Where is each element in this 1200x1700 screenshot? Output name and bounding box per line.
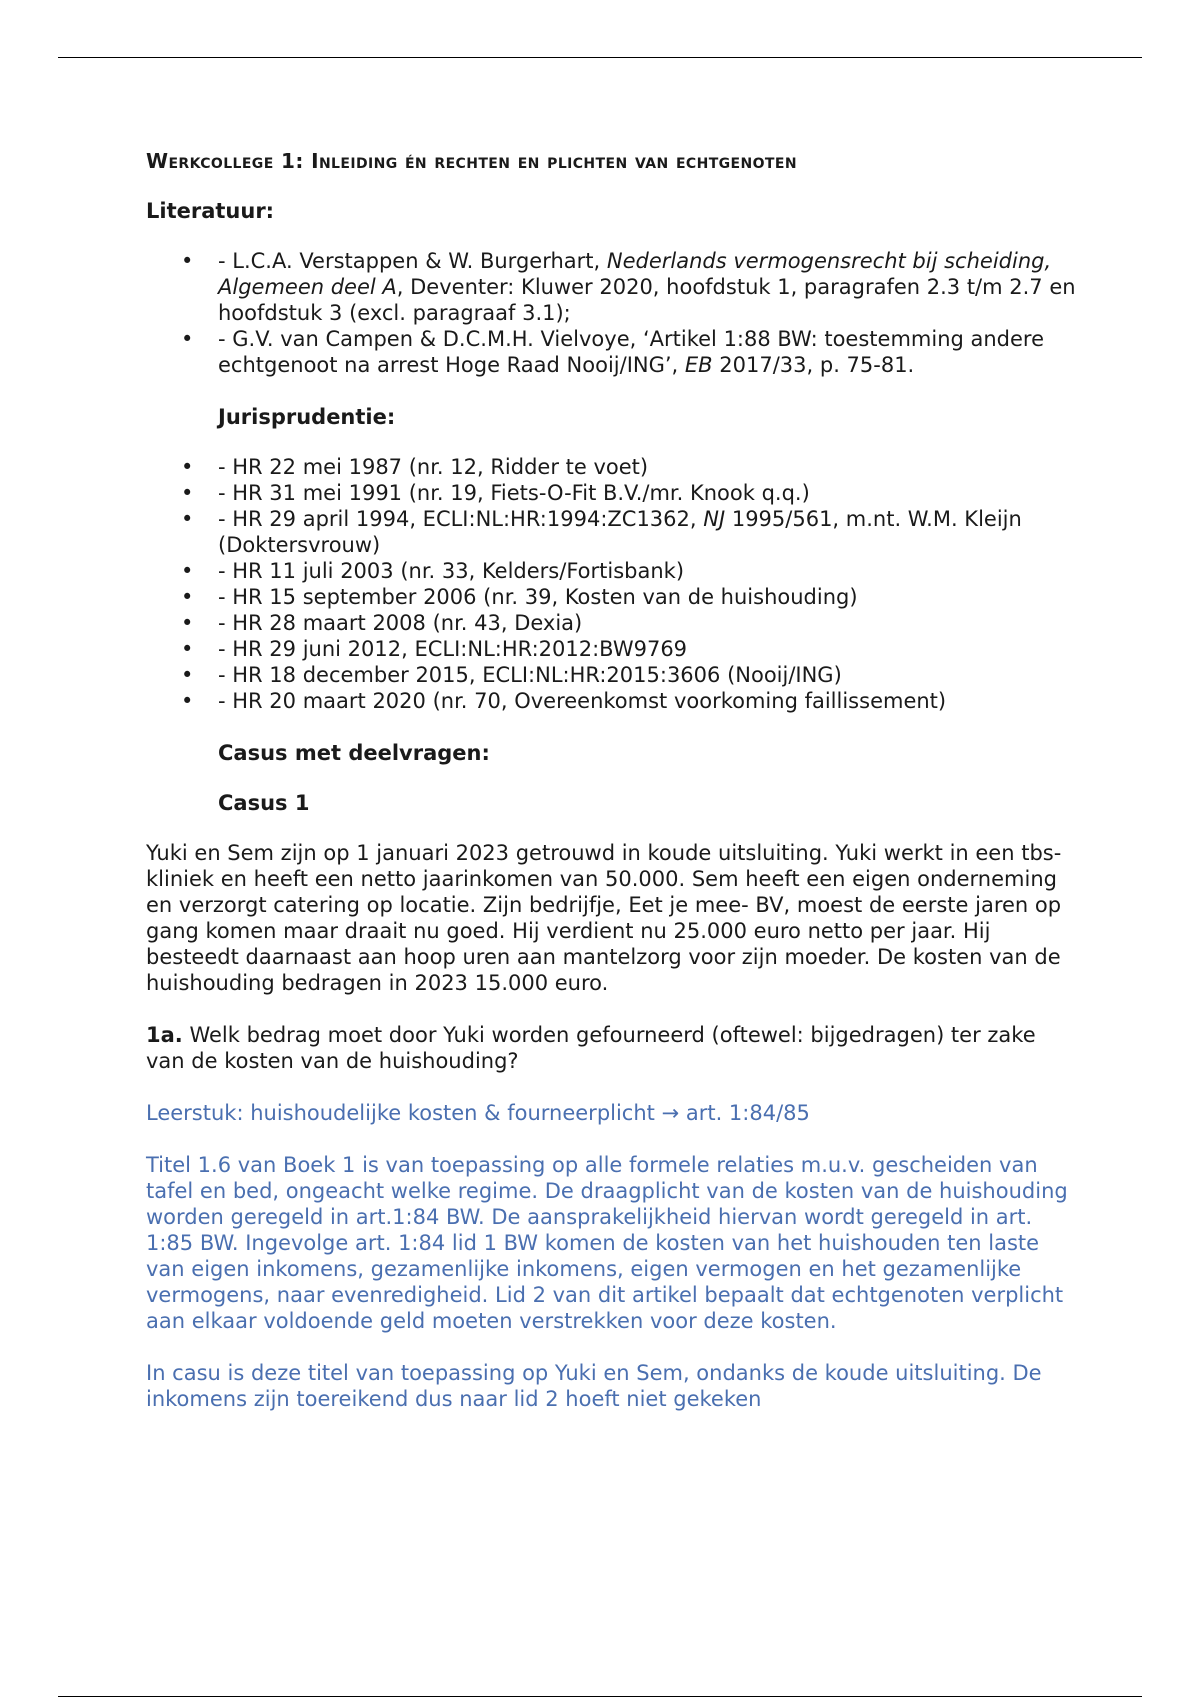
literature-list: [146, 248, 1076, 378]
case-law-item: • - HR 29 juni 2012, ECLI:NL:HR:2012:BW9769: [218, 636, 1076, 662]
footer-rule: [58, 1696, 1142, 1697]
answer-topic: Leerstuk: huishoudelijke kosten & fourneerplicht → art. 1:84/85: [146, 1101, 810, 1125]
header-rule: [58, 57, 1142, 58]
case-law-item: • - HR 28 maart 2008 (nr. 43, Dexia): [218, 610, 1076, 636]
literature-heading: Literatuur:: [146, 199, 275, 223]
answer-paragraph-2: In casu is deze titel van toepassing op Yuki en Sem, ondanks de koude uitsluiting. De inkomens zijn toereikend dus naar lid 2 hoeft niet gekeken: [146, 1361, 1042, 1411]
question-1a-text: Welk bedrag moet door Yuki worden gefourneerd (oftewel: bijgedragen) ter zake van de kosten van de huishouding?: [146, 1023, 1036, 1073]
literature-item: • - G.V. van Campen & D.C.M.H. Vielvoye, ‘Artikel 1:88 BW: toestemming andere echtgenoot na arrest Hoge Raad Nooij/ING’, EB 2017/33, p. 75-81.: [218, 326, 1076, 378]
case-law-item: • - HR 31 mei 1991 (nr. 19, Fiets-O-Fit B.V./mr. Knook q.q.): [218, 480, 1076, 506]
case-law-item: • - HR 22 mei 1987 (nr. 12, Ridder te voet): [218, 454, 1076, 480]
answer-paragraph-1: Titel 1.6 van Boek 1 is van toepassing op alle formele relaties m.u.v. gescheiden van tafel en bed, ongeacht welke regime. De draagplicht van de kosten van de huishouding worden geregeld in art.1:84 BW. De aansprakelijkheid hiervan wordt geregeld in art. 1:85 BW. Ingevolge art. 1:84 lid 1 BW komen de kosten van het huishouden ten laste van eigen inkomens, gezamenlijke inkomens, eigen vermogen en het gezamenlijke vermogens, naar evenredigheid. Lid 2 van dit artikel bepaalt dat echtgenoten verplicht aan elkaar voldoende geld moeten verstrekken voor deze kosten.: [146, 1153, 1068, 1333]
case-1-heading: Casus 1: [218, 791, 310, 815]
document-body: [146, 138, 1076, 1438]
question-1a-label: 1a.: [146, 1023, 183, 1047]
cases-heading: Casus met deelvragen:: [218, 741, 490, 765]
case-law-item: • - HR 29 april 1994, ECLI:NL:HR:1994:ZC1362, NJ 1995/561, m.nt. W.M. Kleijn (Doktersvrouw): [218, 506, 1076, 558]
case-1-text: Yuki en Sem zijn op 1 januari 2023 getrouwd in koude uitsluiting. Yuki werkt in een tbs-kliniek en heeft een netto jaarinkomen van 50.000. Sem heeft een eigen onderneming en verzorgt catering op locatie. Zijn bedrijfje, Eet je mee- BV, moest de eerste jaren op gang komen maar draait nu goed. Hij verdient nu 25.000 euro netto per jaar. Hij besteedt daarnaast aan hoop uren aan mantelzorg voor zijn moeder. De kosten van de huishouding bedragen in 2023 15.000 euro.: [146, 841, 1062, 995]
case-law-item: • - HR 15 september 2006 (nr. 39, Kosten van de huishouding): [218, 584, 1076, 610]
case-law-item: • - HR 18 december 2015, ECLI:NL:HR:2015:3606 (Nooij/ING): [218, 662, 1076, 688]
literature-item: • - L.C.A. Verstappen & W. Burgerhart, Nederlands vermogensrecht bij scheiding, Algemeen deel A, Deventer: Kluwer 2020, hoofdstuk 1, paragrafen 2.3 t/m 2.7 en hoofdstuk 3 (excl. paragraaf 3.1);: [218, 248, 1076, 326]
case-law-item: • - HR 11 juli 2003 (nr. 33, Kelders/Fortisbank): [218, 558, 1076, 584]
case-law-heading: Jurisprudentie:: [218, 405, 396, 429]
case-law-list: [146, 454, 1076, 714]
case-law-item: • - HR 20 maart 2020 (nr. 70, Overeenkomst voorkoming faillissement): [218, 688, 1076, 714]
document-title: Werkcollege 1: Inleiding én rechten en plichten van echtgenoten: [146, 149, 797, 173]
question-1a: [146, 1022, 1076, 1074]
